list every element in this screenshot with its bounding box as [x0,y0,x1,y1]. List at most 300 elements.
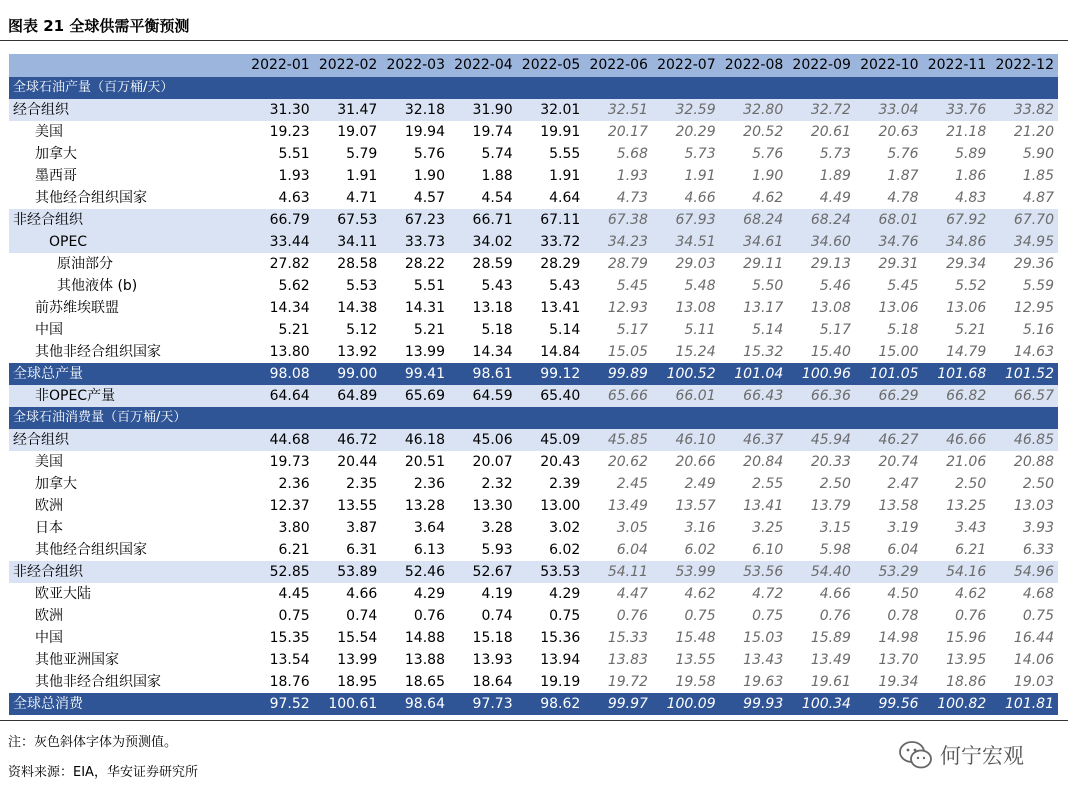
actual-value-cell: 99.12 [517,363,585,385]
forecast-value-cell: 2.50 [955,476,987,492]
forecast-value-cell: 5.14 [752,322,784,338]
forecast-value-cell: 2.49 [684,476,716,492]
actual-value-cell: 19.73 [269,454,310,470]
forecast-value-cell: 15.33 [607,630,648,646]
forecast-value-cell: 4.68 [1022,586,1054,602]
forecast-value-cell: 29.13 [810,256,851,272]
forecast-value-cell: 4.78 [887,190,919,206]
actual-value-cell: 13.30 [472,498,513,514]
table-row [9,231,1058,253]
actual-value-cell: 0.75 [549,608,581,624]
forecast-value-cell: 4.72 [752,586,784,602]
row-label: 加拿大 [35,476,77,492]
forecast-value-cell: 67.93 [652,209,720,231]
forecast-value-cell: 4.47 [616,586,648,602]
forecast-value-cell: 100.09 [652,693,720,715]
actual-value-cell: 5.12 [346,322,378,338]
actual-value-cell: 33.44 [246,231,314,253]
actual-value-cell: 5.74 [481,146,513,162]
month-header: 2022-09 [787,54,855,77]
forecast-value-cell: 4.49 [819,190,851,206]
table-row [9,561,1058,583]
forecast-value-cell: 19.58 [675,674,716,690]
forecast-value-cell: 19.03 [1013,674,1054,690]
forecast-value-cell: 5.89 [955,146,987,162]
table-row [9,99,1058,121]
forecast-value-cell: 101.52 [990,363,1058,385]
source-line: 资料来源：EIA，华安证券研究所 [8,765,198,780]
actual-value-cell: 52.67 [449,561,517,583]
forecast-value-cell: 5.52 [955,278,987,294]
forecast-value-cell: 20.33 [810,454,851,470]
forecast-value-cell: 34.86 [923,231,991,253]
row-label: 其他经合组织国家 [35,190,147,206]
total-row [9,693,1058,715]
forecast-value-cell: 13.55 [675,652,716,668]
figure-title: 图表 21 全球供需平衡预测 [8,17,190,35]
forecast-value-cell: 53.99 [652,561,720,583]
forecast-value-cell: 68.24 [720,209,788,231]
actual-value-cell: 12.37 [269,498,310,514]
actual-value-cell: 1.88 [481,168,513,184]
forecast-value-cell: 15.03 [743,630,784,646]
table-row [9,165,1058,187]
row-label: 日本 [35,520,63,536]
forecast-value-cell: 1.90 [752,168,784,184]
forecast-value-cell: 33.04 [855,99,923,121]
forecast-value-cell: 13.83 [607,652,648,668]
actual-value-cell: 53.89 [314,561,382,583]
month-header: 2022-11 [923,54,991,77]
row-label: 原油部分 [57,256,113,272]
forecast-value-cell: 29.36 [1013,256,1054,272]
forecast-value-cell: 99.56 [855,693,923,715]
actual-value-cell: 4.29 [413,586,445,602]
actual-value-cell: 1.90 [413,168,445,184]
table-row [9,451,1058,473]
forecast-value-cell: 46.66 [923,429,991,451]
actual-value-cell: 19.74 [472,124,513,140]
table-row [9,627,1058,649]
forecast-value-cell: 46.37 [720,429,788,451]
row-label: 非OPEC产量 [9,385,246,407]
table-bottom-divider [0,720,1068,721]
section-row [9,407,1058,429]
table-header-row [9,54,1058,77]
forecast-value-cell: 100.96 [787,363,855,385]
forecast-value-cell: 5.73 [819,146,851,162]
supply-demand-table [9,54,1058,715]
actual-value-cell: 19.91 [540,124,581,140]
actual-value-cell: 97.52 [246,693,314,715]
actual-value-cell: 4.64 [549,190,581,206]
month-header: 2022-05 [517,54,585,77]
actual-value-cell: 20.07 [472,454,513,470]
actual-value-cell: 4.66 [346,586,378,602]
actual-value-cell: 2.36 [278,476,310,492]
actual-value-cell: 5.62 [278,278,310,294]
actual-value-cell: 2.32 [481,476,513,492]
forecast-value-cell: 1.87 [887,168,919,184]
forecast-value-cell: 20.29 [675,124,716,140]
forecast-value-cell: 6.02 [684,542,716,558]
forecast-value-cell: 14.79 [946,344,987,360]
actual-value-cell: 13.99 [337,652,378,668]
forecast-value-cell: 4.62 [684,586,716,602]
forecast-value-cell: 99.93 [720,693,788,715]
forecast-value-cell: 13.49 [607,498,648,514]
forecast-value-cell: 54.11 [584,561,652,583]
actual-value-cell: 2.39 [549,476,581,492]
forecast-value-cell: 0.76 [955,608,987,624]
forecast-value-cell: 3.16 [684,520,716,536]
table-row [9,209,1058,231]
forecast-value-cell: 0.75 [1022,608,1054,624]
forecast-value-cell: 19.63 [743,674,784,690]
actual-value-cell: 64.89 [314,385,382,407]
forecast-value-cell: 34.76 [855,231,923,253]
forecast-value-cell: 66.29 [855,385,923,407]
actual-value-cell: 32.18 [381,99,449,121]
actual-value-cell: 18.76 [269,674,310,690]
actual-value-cell: 34.11 [314,231,382,253]
actual-value-cell: 67.53 [314,209,382,231]
forecast-value-cell: 3.93 [1022,520,1054,536]
actual-value-cell: 4.63 [278,190,310,206]
forecast-value-cell: 13.43 [743,652,784,668]
row-label: 墨西哥 [35,168,77,184]
actual-value-cell: 13.92 [337,344,378,360]
forecast-value-cell: 32.72 [787,99,855,121]
actual-value-cell: 5.21 [413,322,445,338]
actual-value-cell: 0.75 [278,608,310,624]
row-label: 美国 [35,124,63,140]
forecast-value-cell: 4.62 [955,586,987,602]
actual-value-cell: 31.30 [246,99,314,121]
actual-value-cell: 14.34 [269,300,310,316]
forecast-value-cell: 15.32 [743,344,784,360]
actual-value-cell: 18.64 [472,674,513,690]
forecast-value-cell: 34.95 [990,231,1058,253]
forecast-value-cell: 1.86 [955,168,987,184]
table-row [9,671,1058,693]
actual-value-cell: 19.19 [540,674,581,690]
actual-value-cell: 53.53 [517,561,585,583]
actual-value-cell: 67.11 [517,209,585,231]
actual-value-cell: 99.00 [314,363,382,385]
forecast-value-cell: 0.76 [616,608,648,624]
forecast-value-cell: 5.46 [819,278,851,294]
actual-value-cell: 13.88 [404,652,445,668]
forecast-value-cell: 13.95 [946,652,987,668]
forecast-value-cell: 6.21 [955,542,987,558]
actual-value-cell: 67.23 [381,209,449,231]
forecast-value-cell: 0.75 [684,608,716,624]
forecast-value-cell: 2.55 [752,476,784,492]
actual-value-cell: 14.31 [404,300,445,316]
forecast-value-cell: 99.97 [584,693,652,715]
actual-value-cell: 2.35 [346,476,378,492]
forecast-value-cell: 29.11 [743,256,784,272]
forecast-value-cell: 99.89 [584,363,652,385]
row-label: 其他非经合组织国家 [35,344,161,360]
actual-value-cell: 13.00 [540,498,581,514]
month-header: 2022-06 [584,54,652,77]
forecast-value-cell: 5.90 [1022,146,1054,162]
actual-value-cell: 46.18 [381,429,449,451]
forecast-value-cell: 13.79 [810,498,851,514]
actual-value-cell: 5.18 [481,322,513,338]
forecast-value-cell: 20.74 [878,454,919,470]
row-label: OPEC [9,231,246,253]
forecast-value-cell: 4.83 [955,190,987,206]
forecast-value-cell: 5.76 [752,146,784,162]
title-divider [0,40,1068,41]
forecast-value-cell: 20.52 [743,124,784,140]
actual-value-cell: 19.94 [404,124,445,140]
forecast-value-cell: 54.40 [787,561,855,583]
actual-value-cell: 3.87 [346,520,378,536]
forecast-value-cell: 1.89 [819,168,851,184]
actual-value-cell: 45.09 [517,429,585,451]
table-row [9,187,1058,209]
table-row [9,385,1058,407]
actual-value-cell: 66.71 [449,209,517,231]
month-header: 2022-04 [449,54,517,77]
actual-value-cell: 14.84 [540,344,581,360]
forecast-value-cell: 18.86 [946,674,987,690]
forecast-value-cell: 15.40 [810,344,851,360]
actual-value-cell: 64.59 [449,385,517,407]
forecast-value-cell: 5.17 [819,322,851,338]
actual-value-cell: 0.74 [481,608,513,624]
row-label: 其他经合组织国家 [35,542,147,558]
actual-value-cell: 18.95 [337,674,378,690]
forecast-value-cell: 5.76 [887,146,919,162]
forecast-value-cell: 100.52 [652,363,720,385]
forecast-value-cell: 54.96 [990,561,1058,583]
actual-value-cell: 5.55 [549,146,581,162]
forecast-value-cell: 34.61 [720,231,788,253]
forecast-value-cell: 34.60 [787,231,855,253]
table-row [9,121,1058,143]
forecast-value-cell: 6.10 [752,542,784,558]
forecast-value-cell: 65.66 [584,385,652,407]
row-label: 经合组织 [9,429,246,451]
row-label: 欧洲 [35,608,63,624]
row-label: 经合组织 [9,99,246,121]
actual-value-cell: 98.08 [246,363,314,385]
forecast-value-cell: 2.47 [887,476,919,492]
actual-value-cell: 19.07 [337,124,378,140]
actual-value-cell: 15.35 [269,630,310,646]
month-header: 2022-03 [381,54,449,77]
forecast-value-cell: 4.66 [819,586,851,602]
forecast-value-cell: 1.85 [1022,168,1054,184]
section-row [9,77,1058,99]
actual-value-cell: 27.82 [269,256,310,272]
table-row [9,143,1058,165]
forecast-value-cell: 33.76 [923,99,991,121]
actual-value-cell: 6.13 [413,542,445,558]
forecast-value-cell: 15.89 [810,630,851,646]
forecast-value-cell: 46.27 [855,429,923,451]
actual-value-cell: 15.36 [540,630,581,646]
forecast-value-cell: 6.04 [616,542,648,558]
forecast-value-cell: 21.18 [946,124,987,140]
forecast-value-cell: 13.08 [810,300,851,316]
forecast-value-cell: 13.03 [1013,498,1054,514]
forecast-value-cell: 67.38 [584,209,652,231]
actual-value-cell: 13.28 [404,498,445,514]
actual-value-cell: 2.36 [413,476,445,492]
actual-value-cell: 5.51 [278,146,310,162]
actual-value-cell: 28.29 [540,256,581,272]
actual-value-cell: 1.91 [346,168,378,184]
actual-value-cell: 28.22 [404,256,445,272]
forecast-value-cell: 66.01 [652,385,720,407]
forecast-value-cell: 67.92 [923,209,991,231]
forecast-value-cell: 0.78 [887,608,919,624]
forecast-value-cell: 32.59 [652,99,720,121]
actual-value-cell: 65.69 [381,385,449,407]
actual-value-cell: 31.47 [314,99,382,121]
actual-value-cell: 3.80 [278,520,310,536]
actual-value-cell: 6.21 [278,542,310,558]
forecast-value-cell: 32.51 [584,99,652,121]
forecast-value-cell: 14.63 [1013,344,1054,360]
forecast-value-cell: 3.15 [819,520,851,536]
table-row [9,495,1058,517]
table-row [9,649,1058,671]
forecast-value-cell: 13.41 [743,498,784,514]
forecast-value-cell: 15.24 [675,344,716,360]
actual-value-cell: 18.65 [404,674,445,690]
actual-value-cell: 5.51 [413,278,445,294]
actual-value-cell: 5.53 [346,278,378,294]
header-label-cell [9,54,246,77]
actual-value-cell: 3.28 [481,520,513,536]
actual-value-cell: 3.64 [413,520,445,536]
forecast-value-cell: 101.68 [923,363,991,385]
actual-value-cell: 4.19 [481,586,513,602]
forecast-value-cell: 19.61 [810,674,851,690]
actual-value-cell: 13.41 [540,300,581,316]
forecast-value-cell: 5.45 [616,278,648,294]
actual-value-cell: 3.02 [549,520,581,536]
actual-value-cell: 45.06 [449,429,517,451]
forecast-value-cell: 2.50 [1022,476,1054,492]
actual-value-cell: 5.14 [549,322,581,338]
row-label: 全球总产量 [9,363,246,385]
table-row [9,297,1058,319]
forecast-value-cell: 15.96 [946,630,987,646]
forecast-value-cell: 34.23 [584,231,652,253]
month-header: 2022-12 [990,54,1058,77]
row-label: 加拿大 [35,146,77,162]
forecast-value-cell: 20.88 [1013,454,1054,470]
month-header: 2022-10 [855,54,923,77]
actual-value-cell: 33.73 [381,231,449,253]
month-header: 2022-07 [652,54,720,77]
forecast-value-cell: 20.63 [878,124,919,140]
actual-value-cell: 0.74 [346,608,378,624]
forecast-value-cell: 12.93 [607,300,648,316]
actual-value-cell: 14.34 [472,344,513,360]
forecast-value-cell: 34.51 [652,231,720,253]
forecast-value-cell: 5.48 [684,278,716,294]
forecast-value-cell: 15.05 [607,344,648,360]
forecast-value-cell: 20.61 [810,124,851,140]
actual-value-cell: 33.72 [517,231,585,253]
forecast-value-cell: 14.06 [1013,652,1054,668]
forecast-value-cell: 4.50 [887,586,919,602]
forecast-value-cell: 2.50 [819,476,851,492]
forecast-value-cell: 68.01 [855,209,923,231]
forecast-value-cell: 45.85 [584,429,652,451]
forecast-value-cell: 33.82 [990,99,1058,121]
table-row [9,319,1058,341]
forecast-value-cell: 4.62 [752,190,784,206]
forecast-value-cell: 101.04 [720,363,788,385]
forecast-value-cell: 21.20 [1013,124,1054,140]
forecast-value-cell: 19.34 [878,674,919,690]
actual-value-cell: 66.79 [246,209,314,231]
table-row [9,605,1058,627]
forecast-value-cell: 46.10 [652,429,720,451]
forecast-value-cell: 66.82 [923,385,991,407]
actual-value-cell: 13.18 [472,300,513,316]
actual-value-cell: 4.57 [413,190,445,206]
actual-value-cell: 64.64 [246,385,314,407]
forecast-value-cell: 20.62 [607,454,648,470]
row-label: 全球总消费 [9,693,246,715]
total-row [9,363,1058,385]
actual-value-cell: 14.38 [337,300,378,316]
forecast-value-cell: 68.24 [787,209,855,231]
forecast-value-cell: 6.33 [1022,542,1054,558]
month-header: 2022-02 [314,54,382,77]
forecast-value-cell: 3.25 [752,520,784,536]
actual-value-cell: 98.61 [449,363,517,385]
actual-value-cell: 20.51 [404,454,445,470]
month-header: 2022-08 [720,54,788,77]
forecast-value-cell: 1.91 [684,168,716,184]
actual-value-cell: 5.79 [346,146,378,162]
forecast-value-cell: 101.05 [855,363,923,385]
forecast-value-cell: 5.16 [1022,322,1054,338]
actual-value-cell: 28.58 [337,256,378,272]
forecast-value-cell: 13.70 [878,652,919,668]
row-label: 中国 [35,322,63,338]
row-label: 欧洲 [35,498,63,514]
actual-value-cell: 15.18 [472,630,513,646]
row-label: 非经合组织 [9,209,246,231]
forecast-value-cell: 5.50 [752,278,784,294]
forecast-value-cell: 13.57 [675,498,716,514]
forecast-value-cell: 16.44 [1013,630,1054,646]
actual-value-cell: 98.64 [381,693,449,715]
forecast-value-cell: 13.58 [878,498,919,514]
actual-value-cell: 52.46 [381,561,449,583]
table-row [9,429,1058,451]
forecast-value-cell: 5.21 [955,322,987,338]
row-label: 前苏维埃联盟 [35,300,119,316]
month-header: 2022-01 [246,54,314,77]
forecast-value-cell: 4.87 [1022,190,1054,206]
forecast-value-cell: 100.34 [787,693,855,715]
forecast-value-cell: 21.06 [946,454,987,470]
